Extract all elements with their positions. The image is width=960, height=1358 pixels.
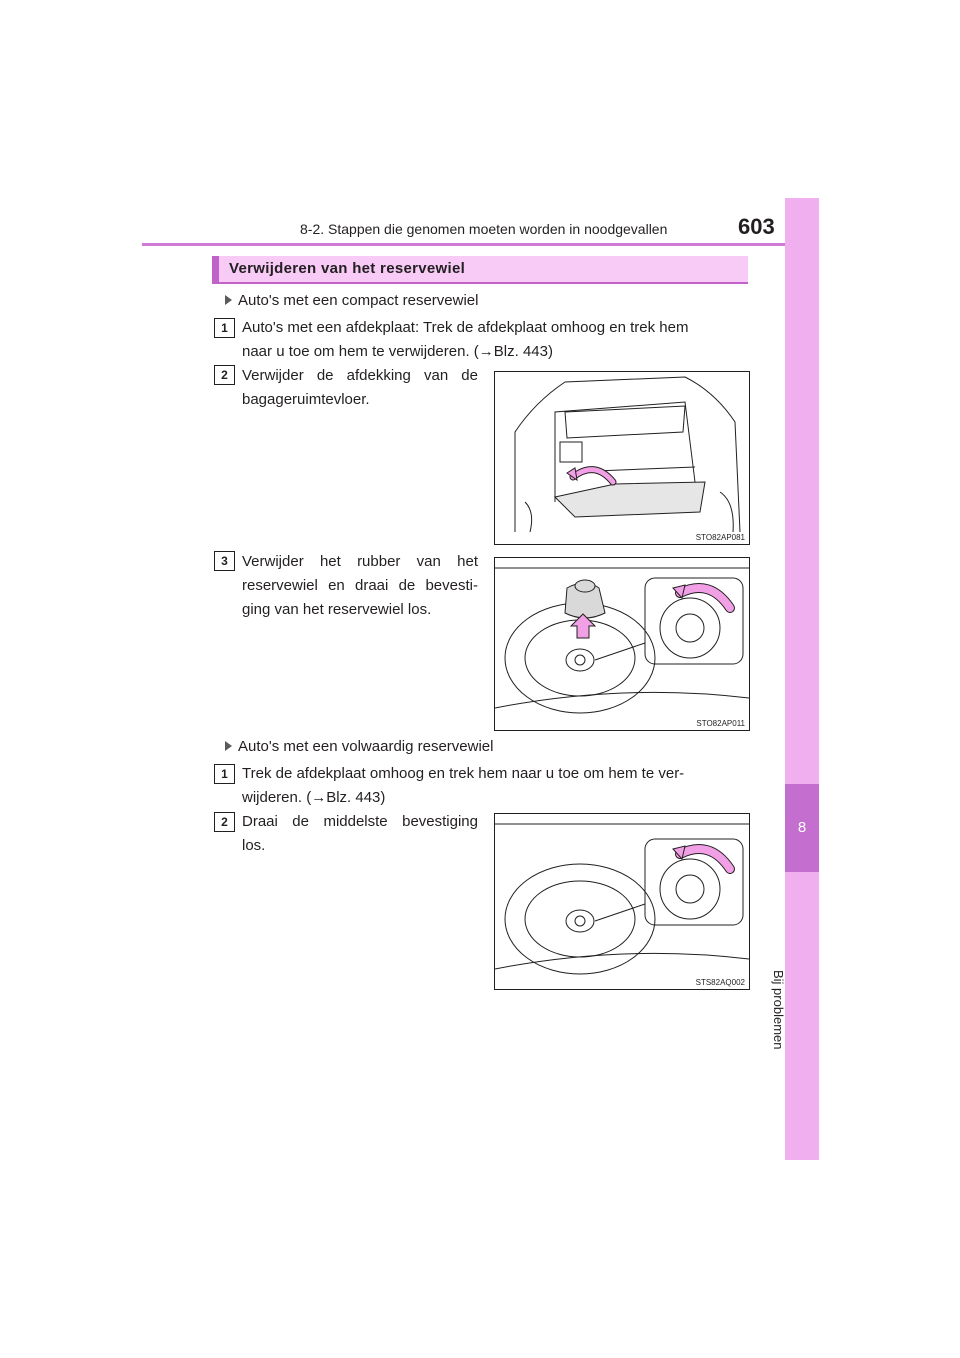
- bullet-arrow-icon: [225, 295, 232, 305]
- header-rule: [142, 243, 818, 246]
- chapter-number: 8: [785, 784, 819, 872]
- figure-code: STO82AP081: [695, 533, 745, 542]
- bullet-compact: [225, 292, 478, 309]
- step-text: Auto's met een afdekplaat: Trek de afdekplaat omhoog en trek hem naar u toe om hem te verwijderen. (→Blz. 443): [242, 319, 689, 360]
- figure-code: STO82AP011: [696, 719, 745, 728]
- page-number: 603: [738, 214, 775, 239]
- figure-trunk: [494, 371, 750, 545]
- step-text: Trek de afdekplaat omhoog en trek hem naar u toe om hem te ver- wijderen. (→Blz. 443): [242, 765, 685, 806]
- header-title: 8-2. Stappen die genomen moeten worden in noodgevallen: [300, 221, 668, 237]
- chapter-title: Bij problemen: [771, 970, 786, 1050]
- step-text: Verwijder het rubber van het reservewiel en draai de bevesti- ging van het reservewiel los.: [242, 553, 478, 618]
- spare-wheel-bolt-loosen-illustration-icon: [495, 814, 749, 989]
- step-text: Draai de middelste bevestiging los.: [242, 813, 478, 854]
- bullet-full: [225, 738, 493, 755]
- step-number: 3: [214, 551, 235, 571]
- figure-code: STS82AQ002: [695, 978, 745, 987]
- step-number: 1: [214, 318, 235, 338]
- trunk-floor-cover-illustration-icon: [495, 372, 749, 544]
- spare-wheel-rubber-removal-illustration-icon: [495, 558, 749, 730]
- bullet-full-label: Auto's met een volwaardig reservewiel: [238, 738, 494, 755]
- step-number: 2: [214, 812, 235, 832]
- section-title: Verwijderen van het reservewiel: [229, 260, 466, 277]
- figure-spare-bolt: [494, 813, 750, 990]
- chapter-sidebar: [785, 198, 819, 1160]
- step-number: 1: [214, 764, 235, 784]
- section-heading: [212, 256, 748, 284]
- figure-spare-rubber: [494, 557, 750, 731]
- step-number: 2: [214, 365, 235, 385]
- bullet-compact-label: Auto's met een compact reservewiel: [238, 292, 479, 309]
- bullet-arrow-icon: [225, 741, 232, 751]
- step-text: Verwijder de afdekking van de bagageruimtevloer.: [242, 367, 478, 408]
